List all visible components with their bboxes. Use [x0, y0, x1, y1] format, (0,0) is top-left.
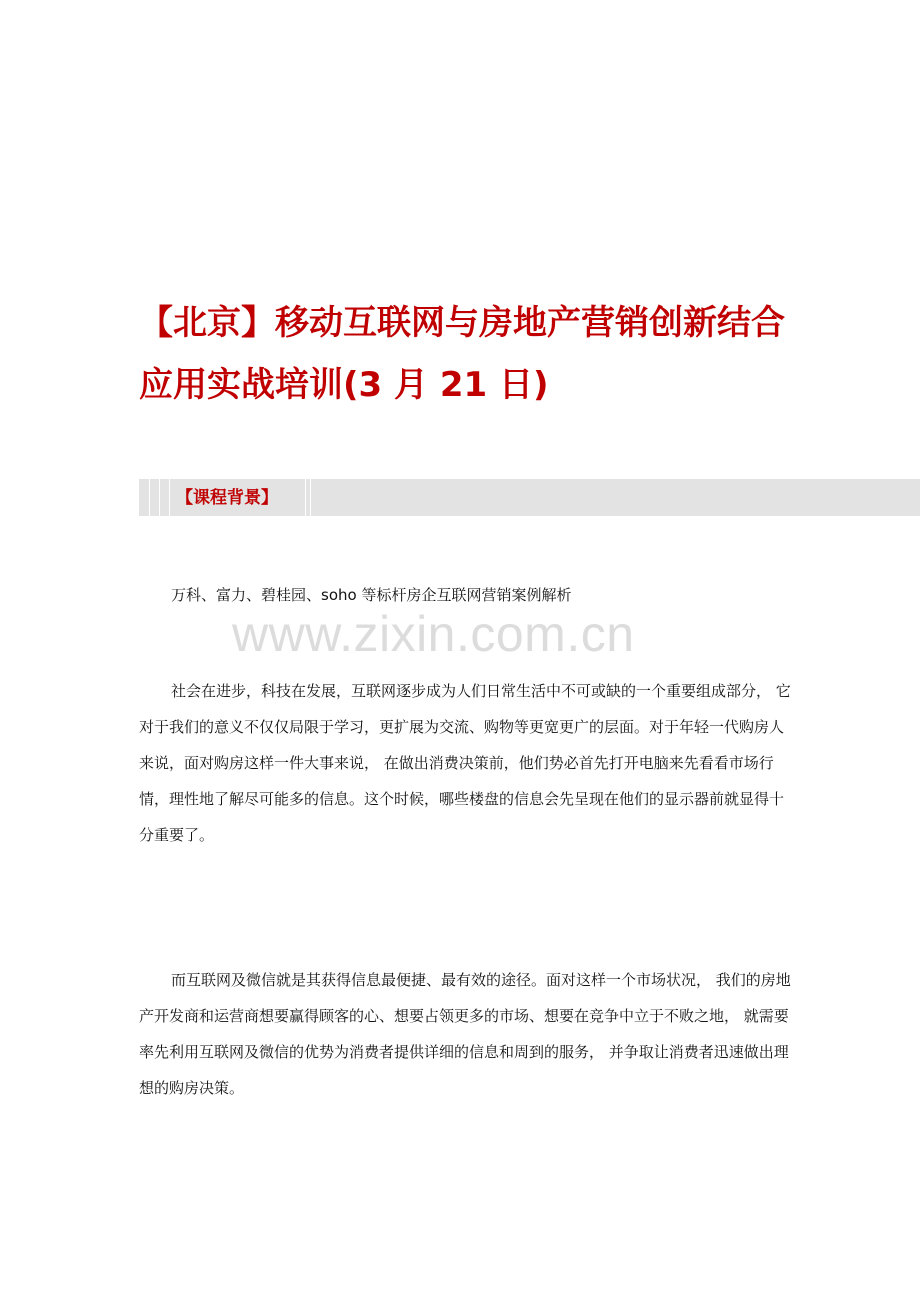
body-paragraph-1: 社会在进步，科技在发展，互联网逐步成为人们日常生活中不可或缺的一个重要组成部分， 它对于我们的意义不仅仅局限于学习，更扩展为交流、购物等更宽更广的层面。对于年轻一代购房人来说，面对购房这样一件大事来说， 在做出消费决策前，他们势必首先打开电脑来先看看市场行情，理性地了解尽可能多的信息。这个时候，哪些楼盘的信息会先呈现在他们的显示器前就显得十分重要了。: [139, 682, 791, 844]
bar-stripe: [159, 479, 160, 516]
bar-stripe: [149, 479, 150, 516]
body-paragraph-2: 而互联网及微信就是其获得信息最便捷、最有效的途径。面对这样一个市场状况， 我们的房地产开发商和运营商想要赢得顾客的心、想要占领更多的市场、想要在竞争中立于不败之地， 就需要率先利用互联网及微信的优势为消费者提供详细的信息和周到的服务， 并争取让消费者迅速做出理想的购房决策。: [139, 971, 791, 1097]
watermark-text: www.zixin.com.cn: [232, 606, 635, 662]
section-heading: 【课程背景】: [176, 488, 278, 508]
intro-line: 万科、富力、碧桂园、soho 等标杆房企互联网营销案例解析: [171, 586, 572, 604]
bar-stripe: [169, 479, 170, 516]
document-title: 【北京】移动互联网与房地产营销创新结合应用实战培训(3 月 21 日): [139, 303, 785, 405]
bar-stripe: [310, 479, 311, 516]
bar-stripe: [305, 479, 306, 516]
